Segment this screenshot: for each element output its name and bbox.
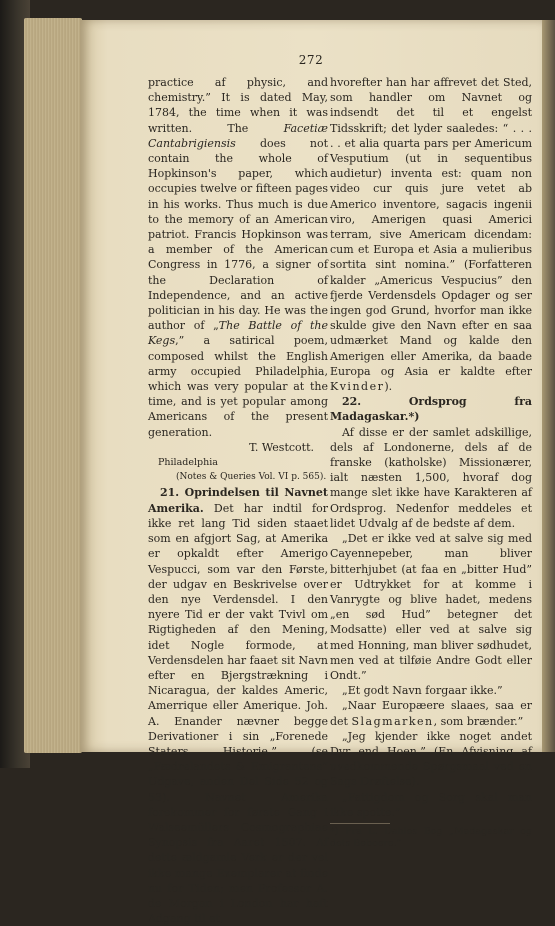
proverb-3	[330, 698, 532, 728]
text-segment: practice af physic, and chemistry.” It is dated May, 1784, the time when it was written. The	[148, 76, 328, 135]
text-segment: ).	[384, 380, 393, 394]
source-note: (Notes & Queries Vol. VI p. 565).	[176, 472, 327, 483]
book-page	[80, 20, 542, 926]
proverb-1: „Det er ikke ved at salve sig med Cayennepeber, man bliver bitterhjubet (at faa en „bitter Hud” er Udtrykket for at komme i Vanrygte og blive hadet, medens „en sød Hud” betegner det Modsatte) eller ved at salve sig med Honning, man bliver sødhudet, men ved at tilføie Andre Godt eller Ondt.”	[330, 532, 532, 682]
left-column	[148, 75, 328, 926]
section-22-intro: Af disse er der samlet adskillige, dels af Londonerne, dels af de franske (katholske) Missionærer, ialt næsten 1,500, hvoraf dog mange slet ikke have Karakteren af Ordsprog. Nedenfor meddeles et lidet Udvalg af de bedste af dem.	[330, 425, 532, 530]
page-shadow-strip	[542, 20, 555, 752]
footnote-rule	[330, 823, 390, 824]
section-21-heading: 21. Oprindelsen til Navnet Amerika.	[148, 486, 328, 515]
title-facetiae: Facetiæ Cantabrigiensis	[148, 121, 328, 150]
section-21-body: Det har indtil for ikke ret lang Tid siden staaet som en afgjort Sag, at Amerika er opkaldt efter Amerigo Vespucci, som var den Første, der udgav en Beskrivelse over den nye Verdensdel. I den nyere Tid er der vakt Tvivl om Rigtigheden af den Mening, idet Nogle formode, at Verdensdelen har faaet sit Navn efter en Bjergstrækning i Nicaragua, der kaldes Americ, Amerrique eller Amerique. Joh. A. Enander nævner begge Derivationer i sin „Forenede Staters Historie.” (se „Fædrelandets & Emigrantens” Udgave, anden Del Side 52 og 53). Navnet Amerika forekommer for første Gang i Walseemüllers Cosmographiae Synopsis fra Aaret 1507. Af dette ældgamle Verk er der vel ikke mange Exemplarer at finde nu for Tiden; men Professor A. de Morgan i London har haft Adgang til et,	[148, 501, 328, 926]
text-segment: does not contain the whole of Hopkinson's paper, which occupies twelve or fifteen pages in his works. Thus much is due to the memory of an American patriot. Francis Hopkinson was a member of the American Congress in 1776, a signer of the Declaration of Independence, and an active politician in his day. He was the author of „	[148, 136, 328, 333]
text-segment: „Naar Europæere slaaes, saa er det	[330, 699, 532, 728]
section-22-heading: 22. Ordsprog fra Madagaskar.*)	[330, 395, 532, 424]
place: Philadelphia	[158, 457, 218, 469]
spaced-word: Slagmarken	[351, 714, 434, 728]
proverb-2: „Et godt Navn forgaar ikke.”	[342, 684, 503, 698]
page-number: 272	[298, 53, 324, 67]
signature: T. Westcott.	[249, 440, 314, 454]
text-segment: hvorefter han har affrevet det Sted, som handler om Navnet og indsendt det til et engelst Tidsskrift; det lyder saaledes: “ . . . . . et alia quarta pars per Americum Vesputium (ut in sequentibus audietur) inventa est: quam non video cur quis jure vetet ab Americo inventore, sagacis ingenii viro, Amerigen quasi Americi terram, sive Americam dicendam: cum et Europa et Asia a mulieribus sortita sint nomina.” (Forfatteren kalder „Americus Vespucius” den fjerde Verdensdels Opdager og ser ingen god Grund, hvorfor man ikke skulde give den Navn efter en saa udmærket Mand og kalde den Amerigen eller Amerika, da baade Europa og Asia er kaldte efter	[330, 76, 532, 378]
spaced-word: Kvinder	[330, 380, 385, 394]
hopkinson-paragraph	[148, 75, 328, 440]
title-battle-of-kegs: The Battle of the Kegs	[148, 319, 328, 348]
proverb-4: „Jeg kjender ikke noget andet Dyr end Hoen.” (En Afvisning af uvedkommende Spørgsmaal ved en Sags Drøftelse).	[330, 729, 532, 789]
text-segment: ,” a satirical poem, composed whilst the English army occupied Philadelphia, which was very popular at the time, and is yet popular among Americans of the present generation.	[148, 334, 328, 439]
proverb-5: „Fattigdom og Sorg skal man ikke spotte.”	[330, 790, 532, 819]
text-segment: , som brænder.”	[433, 714, 524, 728]
footnote: *) Fra L. Dahles Bog „Madagaskar og dets Beboere.”	[330, 825, 532, 850]
latin-quote-paragraph	[330, 75, 532, 394]
right-column	[330, 75, 532, 851]
page-edges	[24, 18, 82, 753]
section-21	[148, 485, 328, 926]
